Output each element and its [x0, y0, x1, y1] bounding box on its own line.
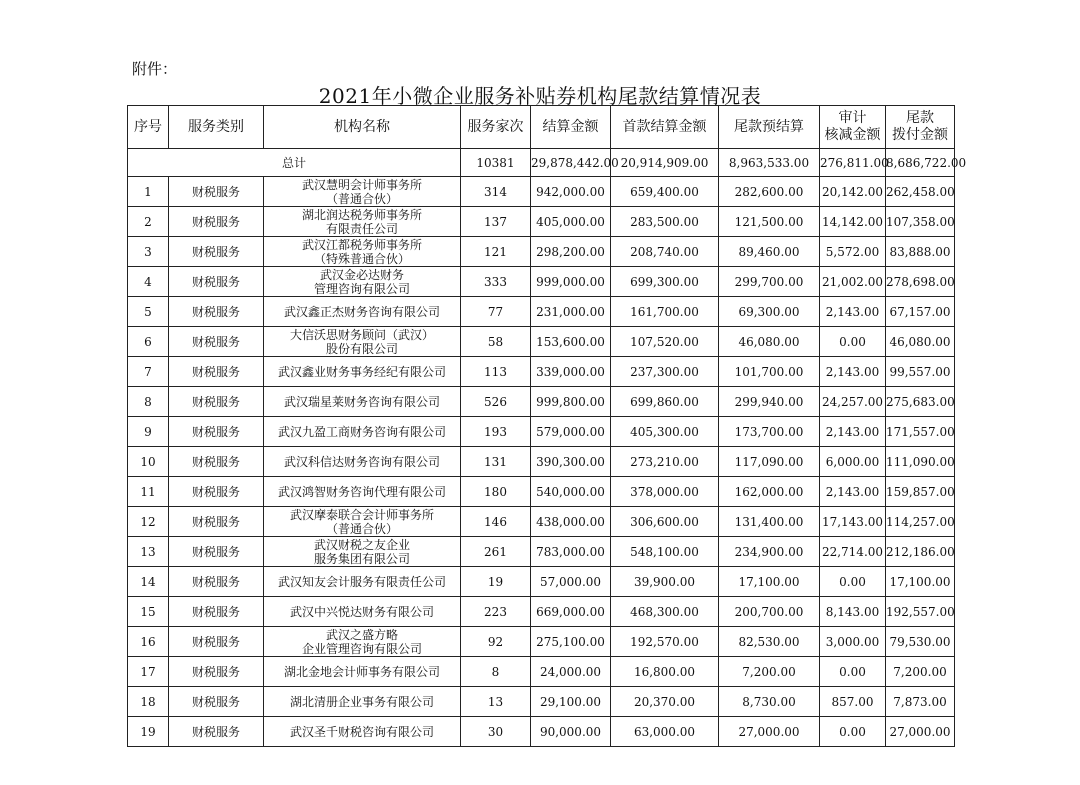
row-first: 39,900.00: [611, 567, 719, 597]
table-row: [128, 657, 955, 687]
row-audit: 22,714.00: [820, 537, 886, 567]
row-org-name: [264, 327, 461, 357]
row-tail-pre: 299,940.00: [719, 387, 820, 417]
row-settle: 275,100.00: [531, 627, 611, 657]
row-seq: 16: [128, 627, 169, 657]
org-name-line1: 武汉知友会计服务有限责任公司: [277, 574, 446, 589]
row-category: 财税服务: [169, 177, 264, 207]
row-tail-pre: 117,090.00: [719, 447, 820, 477]
header-audit: [820, 106, 886, 149]
row-seq: 7: [128, 357, 169, 387]
table-row: [128, 477, 955, 507]
row-seq: 1: [128, 177, 169, 207]
row-seq: 17: [128, 657, 169, 687]
row-seq: 10: [128, 447, 169, 477]
row-audit: 0.00: [820, 567, 886, 597]
row-first: 237,300.00: [611, 357, 719, 387]
row-first: 63,000.00: [611, 717, 719, 747]
row-audit: 0.00: [820, 657, 886, 687]
row-seq: 11: [128, 477, 169, 507]
row-audit: 6,000.00: [820, 447, 886, 477]
total-tail-pre: 8,963,533.00: [719, 149, 820, 177]
row-count: 526: [461, 387, 531, 417]
row-first: 378,000.00: [611, 477, 719, 507]
row-first: 699,860.00: [611, 387, 719, 417]
row-category: 财税服务: [169, 387, 264, 417]
row-category: 财税服务: [169, 477, 264, 507]
settlement-table: [127, 105, 967, 747]
org-name-line1: 武汉之盛方略: [325, 627, 398, 642]
row-tail-pre: 173,700.00: [719, 417, 820, 447]
row-first: 208,740.00: [611, 237, 719, 267]
row-org-name: [264, 267, 461, 297]
row-org-name: [264, 177, 461, 207]
table-row: [128, 357, 955, 387]
org-name-line2: （普通合伙）: [325, 521, 398, 536]
attachment-label: 附件：: [132, 60, 178, 78]
org-name-line1: 武汉江都税务师事务所: [301, 237, 422, 252]
row-seq: 15: [128, 597, 169, 627]
row-category: 财税服务: [169, 417, 264, 447]
row-seq: 8: [128, 387, 169, 417]
row-first: 283,500.00: [611, 207, 719, 237]
row-seq: 9: [128, 417, 169, 447]
table-row: [128, 297, 955, 327]
table-row: [128, 507, 955, 537]
table-row: [128, 207, 955, 237]
row-tail-pre: 17,100.00: [719, 567, 820, 597]
row-org-name: [264, 207, 461, 237]
row-first: 306,600.00: [611, 507, 719, 537]
row-settle: 405,000.00: [531, 207, 611, 237]
header-category: 服务类别: [169, 106, 264, 149]
total-first: 20,914,909.00: [611, 149, 719, 177]
row-org-name: [264, 297, 461, 327]
row-audit: 857.00: [820, 687, 886, 717]
row-tail-pre: 46,080.00: [719, 327, 820, 357]
org-name-line1: 大信沃思财务顾问（武汉）: [289, 327, 434, 342]
row-count: 77: [461, 297, 531, 327]
total-count: 10381: [461, 149, 531, 177]
row-tail: 159,857.00: [886, 477, 955, 507]
row-first: 192,570.00: [611, 627, 719, 657]
row-tail-pre: 121,500.00: [719, 207, 820, 237]
row-tail-pre: 200,700.00: [719, 597, 820, 627]
row-count: 92: [461, 627, 531, 657]
table-row: [128, 327, 955, 357]
row-org-name: [264, 537, 461, 567]
table-row: [128, 597, 955, 627]
row-org-name: [264, 477, 461, 507]
org-name-line1: 湖北金地会计师事务有限公司: [283, 664, 440, 679]
header-count: 服务家次: [461, 106, 531, 149]
row-org-name: [264, 507, 461, 537]
row-seq: 14: [128, 567, 169, 597]
row-tail: 67,157.00: [886, 297, 955, 327]
row-tail: 275,683.00: [886, 387, 955, 417]
row-settle: 153,600.00: [531, 327, 611, 357]
row-tail-pre: 27,000.00: [719, 717, 820, 747]
org-name-line1: 武汉科信达财务咨询有限公司: [283, 454, 440, 469]
row-category: 财税服务: [169, 567, 264, 597]
row-category: 财税服务: [169, 597, 264, 627]
total-settle: 29,878,442.00: [531, 149, 611, 177]
row-count: 121: [461, 237, 531, 267]
row-org-name: [264, 417, 461, 447]
row-category: 财税服务: [169, 267, 264, 297]
table-row: [128, 387, 955, 417]
row-first: 273,210.00: [611, 447, 719, 477]
table-row: [128, 687, 955, 717]
row-settle: 231,000.00: [531, 297, 611, 327]
org-name-line1: 武汉鑫正杰财务咨询有限公司: [283, 304, 440, 319]
row-category: 财税服务: [169, 207, 264, 237]
row-settle: 24,000.00: [531, 657, 611, 687]
row-audit: 14,142.00: [820, 207, 886, 237]
row-audit: 2,143.00: [820, 477, 886, 507]
org-name-line1: 武汉鸿智财务咨询代理有限公司: [277, 484, 446, 499]
row-tail-pre: 69,300.00: [719, 297, 820, 327]
org-name-line2: 服务集团有限公司: [313, 551, 410, 566]
row-settle: 999,000.00: [531, 267, 611, 297]
row-tail: 107,358.00: [886, 207, 955, 237]
row-tail-pre: 131,400.00: [719, 507, 820, 537]
row-count: 137: [461, 207, 531, 237]
row-audit: 2,143.00: [820, 417, 886, 447]
row-tail: 46,080.00: [886, 327, 955, 357]
row-count: 30: [461, 717, 531, 747]
row-first: 107,520.00: [611, 327, 719, 357]
org-name-line2: 股份有限公司: [325, 341, 398, 356]
row-settle: 390,300.00: [531, 447, 611, 477]
row-count: 180: [461, 477, 531, 507]
row-count: 8: [461, 657, 531, 687]
row-audit: 24,257.00: [820, 387, 886, 417]
row-first: 468,300.00: [611, 597, 719, 627]
row-seq: 4: [128, 267, 169, 297]
row-count: 333: [461, 267, 531, 297]
row-settle: 669,000.00: [531, 597, 611, 627]
row-tail-pre: 234,900.00: [719, 537, 820, 567]
row-tail: 114,257.00: [886, 507, 955, 537]
table-row: [128, 717, 955, 747]
row-category: 财税服务: [169, 657, 264, 687]
org-name-line2: （普通合伙）: [325, 191, 398, 206]
row-seq: 12: [128, 507, 169, 537]
row-tail: 262,458.00: [886, 177, 955, 207]
row-tail-pre: 8,730.00: [719, 687, 820, 717]
row-count: 131: [461, 447, 531, 477]
row-first: 405,300.00: [611, 417, 719, 447]
row-audit: 17,143.00: [820, 507, 886, 537]
row-category: 财税服务: [169, 297, 264, 327]
row-category: 财税服务: [169, 237, 264, 267]
row-settle: 579,000.00: [531, 417, 611, 447]
row-first: 16,800.00: [611, 657, 719, 687]
row-org-name: [264, 627, 461, 657]
row-count: 113: [461, 357, 531, 387]
org-name-line1: 武汉中兴悦达财务有限公司: [289, 604, 434, 619]
table-row: [128, 627, 955, 657]
row-tail-pre: 82,530.00: [719, 627, 820, 657]
row-settle: 999,800.00: [531, 387, 611, 417]
table-row: [128, 237, 955, 267]
row-org-name: [264, 237, 461, 267]
row-tail-pre: 101,700.00: [719, 357, 820, 387]
row-tail: 99,557.00: [886, 357, 955, 387]
row-first: 20,370.00: [611, 687, 719, 717]
row-audit: 2,143.00: [820, 357, 886, 387]
row-category: 财税服务: [169, 357, 264, 387]
total-audit: 276,811.00: [820, 149, 886, 177]
row-org-name: [264, 657, 461, 687]
row-seq: 2: [128, 207, 169, 237]
row-count: 223: [461, 597, 531, 627]
org-name-line1: 湖北润达税务师事务所: [301, 207, 422, 222]
row-audit: 3,000.00: [820, 627, 886, 657]
header-org: 机构名称: [264, 106, 461, 149]
row-tail: 79,530.00: [886, 627, 955, 657]
org-name-line1: 武汉财税之友企业: [313, 537, 410, 552]
header-tail-line2: 拨付金额: [892, 127, 948, 143]
org-name-line1: 武汉圣千财税咨询有限公司: [289, 724, 434, 739]
org-name-line2: 企业管理咨询有限公司: [301, 641, 422, 656]
row-category: 财税服务: [169, 537, 264, 567]
row-tail-pre: 282,600.00: [719, 177, 820, 207]
row-tail: 212,186.00: [886, 537, 955, 567]
row-seq: 13: [128, 537, 169, 567]
row-first: 659,400.00: [611, 177, 719, 207]
row-first: 161,700.00: [611, 297, 719, 327]
row-settle: 540,000.00: [531, 477, 611, 507]
row-org-name: [264, 447, 461, 477]
row-seq: 6: [128, 327, 169, 357]
total-tail: 8,686,722.00: [886, 149, 955, 177]
row-tail-pre: 162,000.00: [719, 477, 820, 507]
row-org-name: [264, 717, 461, 747]
header-audit-line2: 核减金额: [824, 127, 881, 143]
table-row: [128, 567, 955, 597]
header-seq: 序号: [128, 106, 169, 149]
row-seq: 3: [128, 237, 169, 267]
header-tail-line1: 尾款: [906, 110, 934, 126]
row-settle: 438,000.00: [531, 507, 611, 537]
total-label: 总计: [128, 149, 461, 177]
org-name-line1: 武汉鑫业财务事务经纪有限公司: [277, 364, 446, 379]
row-tail-pre: 89,460.00: [719, 237, 820, 267]
row-settle: 783,000.00: [531, 537, 611, 567]
org-name-line1: 湖北清册企业事务有限公司: [289, 694, 434, 709]
org-name-line2: （特殊普通合伙）: [313, 251, 410, 266]
org-name-line1: 武汉摩泰联合会计师事务所: [289, 507, 434, 522]
row-category: 财税服务: [169, 327, 264, 357]
row-seq: 18: [128, 687, 169, 717]
table-header-row: [128, 106, 955, 149]
row-audit: 0.00: [820, 717, 886, 747]
row-tail-pre: 299,700.00: [719, 267, 820, 297]
row-category: 财税服务: [169, 507, 264, 537]
row-audit: 21,002.00: [820, 267, 886, 297]
row-count: 19: [461, 567, 531, 597]
org-name-line2: 管理咨询有限公司: [313, 281, 410, 296]
row-audit: 5,572.00: [820, 237, 886, 267]
table-row: [128, 177, 955, 207]
row-category: 财税服务: [169, 447, 264, 477]
row-first: 548,100.00: [611, 537, 719, 567]
table-row: [128, 447, 955, 477]
row-seq: 19: [128, 717, 169, 747]
row-count: 193: [461, 417, 531, 447]
org-name-line2: 有限责任公司: [325, 221, 398, 236]
row-settle: 29,100.00: [531, 687, 611, 717]
row-first: 699,300.00: [611, 267, 719, 297]
row-count: 314: [461, 177, 531, 207]
row-tail: 7,873.00: [886, 687, 955, 717]
row-category: 财税服务: [169, 717, 264, 747]
row-count: 261: [461, 537, 531, 567]
row-audit: 8,143.00: [820, 597, 886, 627]
row-category: 财税服务: [169, 687, 264, 717]
table-row: [128, 417, 955, 447]
row-settle: 298,200.00: [531, 237, 611, 267]
header-tail: [886, 106, 955, 149]
row-settle: 57,000.00: [531, 567, 611, 597]
org-name-line1: 武汉瑞星莱财务咨询有限公司: [283, 394, 440, 409]
row-tail: 83,888.00: [886, 237, 955, 267]
page-title: 2021年小微企业服务补贴券机构尾款结算情况表: [318, 84, 762, 108]
row-audit: 2,143.00: [820, 297, 886, 327]
header-settle: 结算金额: [531, 106, 611, 149]
row-seq: 5: [128, 297, 169, 327]
row-tail: 111,090.00: [886, 447, 955, 477]
org-name-line1: 武汉金必达财务: [319, 267, 404, 282]
row-count: 58: [461, 327, 531, 357]
row-tail: 27,000.00: [886, 717, 955, 747]
row-settle: 339,000.00: [531, 357, 611, 387]
header-tail-pre: 尾款预结算: [719, 106, 820, 149]
total-row: [128, 149, 955, 177]
org-name-line1: 武汉九盈工商财务咨询有限公司: [277, 424, 446, 439]
table-row: [128, 267, 955, 297]
row-org-name: [264, 357, 461, 387]
table-row: [128, 537, 955, 567]
row-count: 13: [461, 687, 531, 717]
row-org-name: [264, 567, 461, 597]
row-tail-pre: 7,200.00: [719, 657, 820, 687]
row-settle: 942,000.00: [531, 177, 611, 207]
row-audit: 20,142.00: [820, 177, 886, 207]
row-tail: 171,557.00: [886, 417, 955, 447]
org-name-line1: 武汉慧明会计师事务所: [301, 177, 422, 192]
header-audit-line1: 审计: [838, 110, 867, 126]
row-audit: 0.00: [820, 327, 886, 357]
row-count: 146: [461, 507, 531, 537]
row-tail: 278,698.00: [886, 267, 955, 297]
row-org-name: [264, 687, 461, 717]
row-tail: 192,557.00: [886, 597, 955, 627]
row-category: 财税服务: [169, 627, 264, 657]
row-org-name: [264, 597, 461, 627]
row-tail: 7,200.00: [886, 657, 955, 687]
header-first: 首款结算金额: [611, 106, 719, 149]
row-org-name: [264, 387, 461, 417]
row-tail: 17,100.00: [886, 567, 955, 597]
row-settle: 90,000.00: [531, 717, 611, 747]
